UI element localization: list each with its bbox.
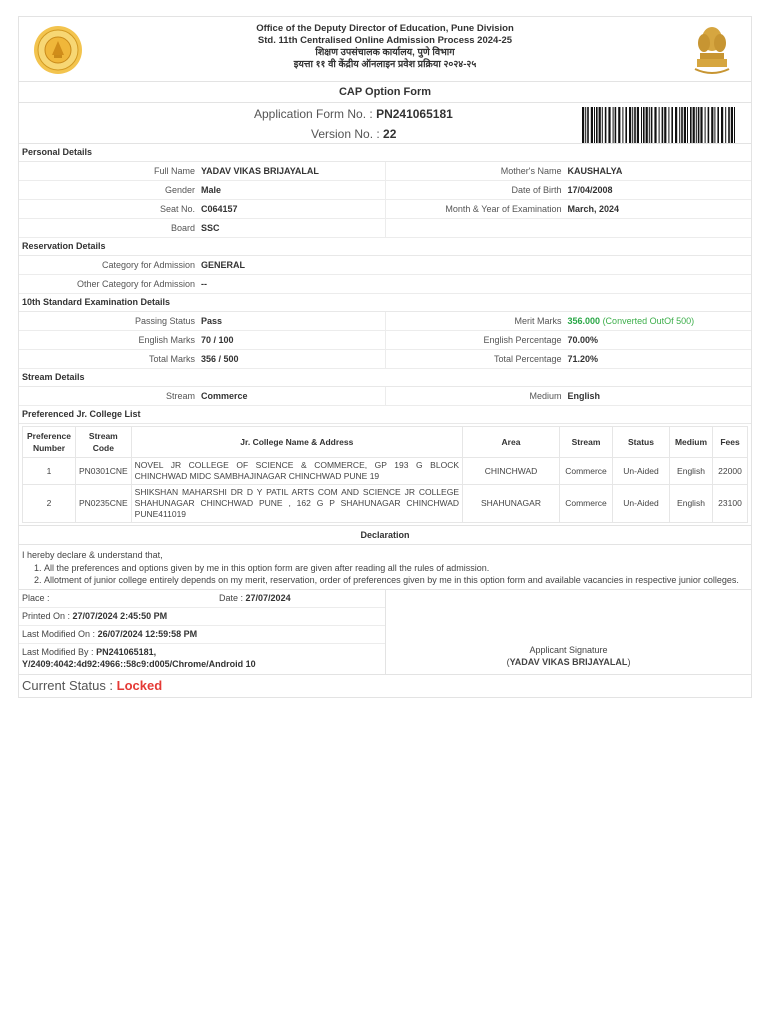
place-label: Place : [22, 592, 50, 603]
other-category-value: -- [201, 279, 207, 289]
total-marks-label: Total Marks [148, 354, 195, 364]
total-marks-value: 356 / 500 [201, 354, 239, 364]
section-stream: Stream Details [19, 369, 751, 387]
merit-value: 356.000 [567, 316, 601, 326]
english-marks-label: English Marks [138, 335, 195, 345]
merit-note: (Converted OutOf 500) [602, 316, 695, 326]
cell-stream-code: PN0301CNE [76, 458, 132, 485]
signature-area: Applicant Signature (YADAV VIKAS BRIJAYALAL) [386, 590, 751, 674]
seat-label: Seat No. [159, 204, 195, 214]
modified-by-row [19, 644, 385, 674]
col-stream-code: Stream Code [76, 427, 132, 458]
application-info [19, 103, 751, 144]
header-office-marathi: शिक्षण उपसंचालक कार्यालय, पुणे विभाग [315, 47, 455, 58]
cell-stream: Commerce [560, 458, 613, 485]
declaration-title: Declaration [19, 525, 751, 545]
section-exam: 10th Standard Examination Details [19, 294, 751, 312]
passing-status-label: Passing Status [134, 316, 195, 326]
declaration-intro: I hereby declare & understand that, [22, 550, 163, 560]
maharashtra-seal-icon [33, 25, 83, 75]
gender-label: Gender [164, 185, 195, 195]
category-value: GENERAL [201, 260, 246, 270]
cell-stream-code: PN0235CNE [76, 485, 132, 523]
table-row [23, 485, 748, 523]
col-medium: Medium [670, 427, 713, 458]
mother-name-value: KAUSHALYA [567, 166, 623, 176]
place-date-row [19, 590, 385, 608]
form-no-label: Application Form No. : [254, 107, 373, 121]
cell-status: Un-Aided [613, 485, 670, 523]
stream-value: Commerce [201, 391, 248, 401]
stream-label: Stream [165, 391, 195, 401]
cell-college: SHIKSHAN MAHARSHI DR D Y PATIL ARTS COM AND SCIENCE JR COLLEGE SHAHUNAGAR CHINCHWAD PUNE , 162 G P SHAHUNAGAR CHINCHWAD PUNE411019 [131, 485, 462, 523]
merit-label: Merit Marks [514, 316, 562, 326]
header-office: Office of the Deputy Director of Education, Pune Division [256, 23, 514, 34]
dob-label: Date of Birth [511, 185, 562, 195]
col-area: Area [463, 427, 560, 458]
modified-by-device: Y/2409:4042:4d92:4966::58c9:d005/Chrome/Android 10 [22, 658, 256, 669]
modified-by-label: Last Modified By : [22, 646, 94, 657]
passing-status-value: Pass [201, 316, 223, 326]
cap-option-form [18, 16, 752, 698]
english-pct-label: English Percentage [483, 335, 562, 345]
cell-area: CHINCHWAD [463, 458, 560, 485]
version-label: Version No. : [311, 127, 380, 141]
cell-medium: English [670, 458, 713, 485]
col-fees: Fees [713, 427, 748, 458]
col-stream: Stream [560, 427, 613, 458]
declaration-text [19, 545, 751, 589]
form-no-value: PN241065181 [376, 107, 453, 121]
cell-college: NOVEL JR COLLEGE OF SCIENCE & COMMERCE, GP 193 G BLOCK CHINCHWAD MIDC SAMBHAJINAGAR CHINCHWAD PUNE 19 [131, 458, 462, 485]
header-process-marathi: इयत्ता ११ वी केंद्रीय ऑनलाइन प्रवेश प्रक्रिया २०२४-२५ [293, 59, 477, 70]
other-category-label: Other Category for Admission [76, 279, 195, 289]
modified-row [19, 626, 385, 644]
cell-preference: 2 [23, 485, 76, 523]
version-value: 22 [383, 127, 397, 141]
printed-row [19, 608, 385, 626]
date-label: Date : [219, 592, 244, 603]
document-header [19, 17, 751, 82]
total-pct-value: 71.20% [567, 354, 599, 364]
board-value: SSC [201, 223, 220, 233]
printed-label: Printed On : [22, 610, 71, 621]
exam-month-label: Month & Year of Examination [445, 204, 562, 214]
category-label: Category for Admission [101, 260, 195, 270]
col-college: Jr. College Name & Address [131, 427, 462, 458]
form-title: CAP Option Form [19, 82, 751, 103]
medium-label: Medium [529, 391, 562, 401]
english-pct-value: 70.00% [567, 335, 599, 345]
barcode-icon [582, 107, 737, 143]
modified-label: Last Modified On : [22, 628, 96, 639]
exam-month-value: March, 2024 [567, 204, 620, 214]
status-badge: Locked [116, 677, 163, 693]
full-name-value: YADAV VIKAS BRIJAYALAL [201, 166, 319, 176]
gender-value: Male [201, 185, 222, 195]
declaration-item: 2. Allotment of junior college entirely depends on my merit, reservation, order of preferences given by me in this option form and available vacancies in respective junior colleges. [44, 574, 748, 587]
table-header-row [23, 427, 748, 458]
cell-stream: Commerce [560, 485, 613, 523]
seat-value: C064157 [201, 204, 238, 214]
cell-fees: 23100 [713, 485, 748, 523]
preference-table [22, 426, 748, 523]
modified-value: 26/07/2024 12:59:58 PM [97, 628, 198, 639]
cell-area: SHAHUNAGAR [463, 485, 560, 523]
declaration-item: 1. All the preferences and options given by me in this option form are given after reading all the rules of admission. [44, 562, 748, 575]
dob-value: 17/04/2008 [567, 185, 613, 195]
form-footer [19, 589, 751, 674]
section-reservation: Reservation Details [19, 238, 751, 256]
current-status [19, 674, 751, 697]
mother-name-label: Mother's Name [500, 166, 562, 176]
total-pct-label: Total Percentage [493, 354, 562, 364]
cell-medium: English [670, 485, 713, 523]
cell-fees: 22000 [713, 458, 748, 485]
header-process: Std. 11th Centralised Online Admission Process 2024-25 [257, 35, 513, 46]
signature-name: YADAV VIKAS BRIJAYALAL [509, 656, 628, 667]
cell-status: Un-Aided [613, 458, 670, 485]
col-status: Status [613, 427, 670, 458]
india-emblem-icon [687, 23, 737, 79]
full-name-label: Full Name [153, 166, 195, 176]
status-label: Current Status : [22, 677, 114, 693]
signature-label: Applicant Signature [529, 644, 608, 655]
table-row [23, 458, 748, 485]
date-value: 27/07/2024 [245, 592, 291, 603]
medium-value: English [567, 391, 601, 401]
board-label: Board [170, 223, 195, 233]
col-preference: Preference Number [23, 427, 76, 458]
printed-value: 27/07/2024 2:45:50 PM [72, 610, 168, 621]
section-preferences: Preferenced Jr. College List [19, 406, 751, 424]
english-marks-value: 70 / 100 [201, 335, 234, 345]
section-personal: Personal Details [19, 144, 751, 162]
modified-by-value: PN241065181, [96, 646, 157, 657]
cell-preference: 1 [23, 458, 76, 485]
